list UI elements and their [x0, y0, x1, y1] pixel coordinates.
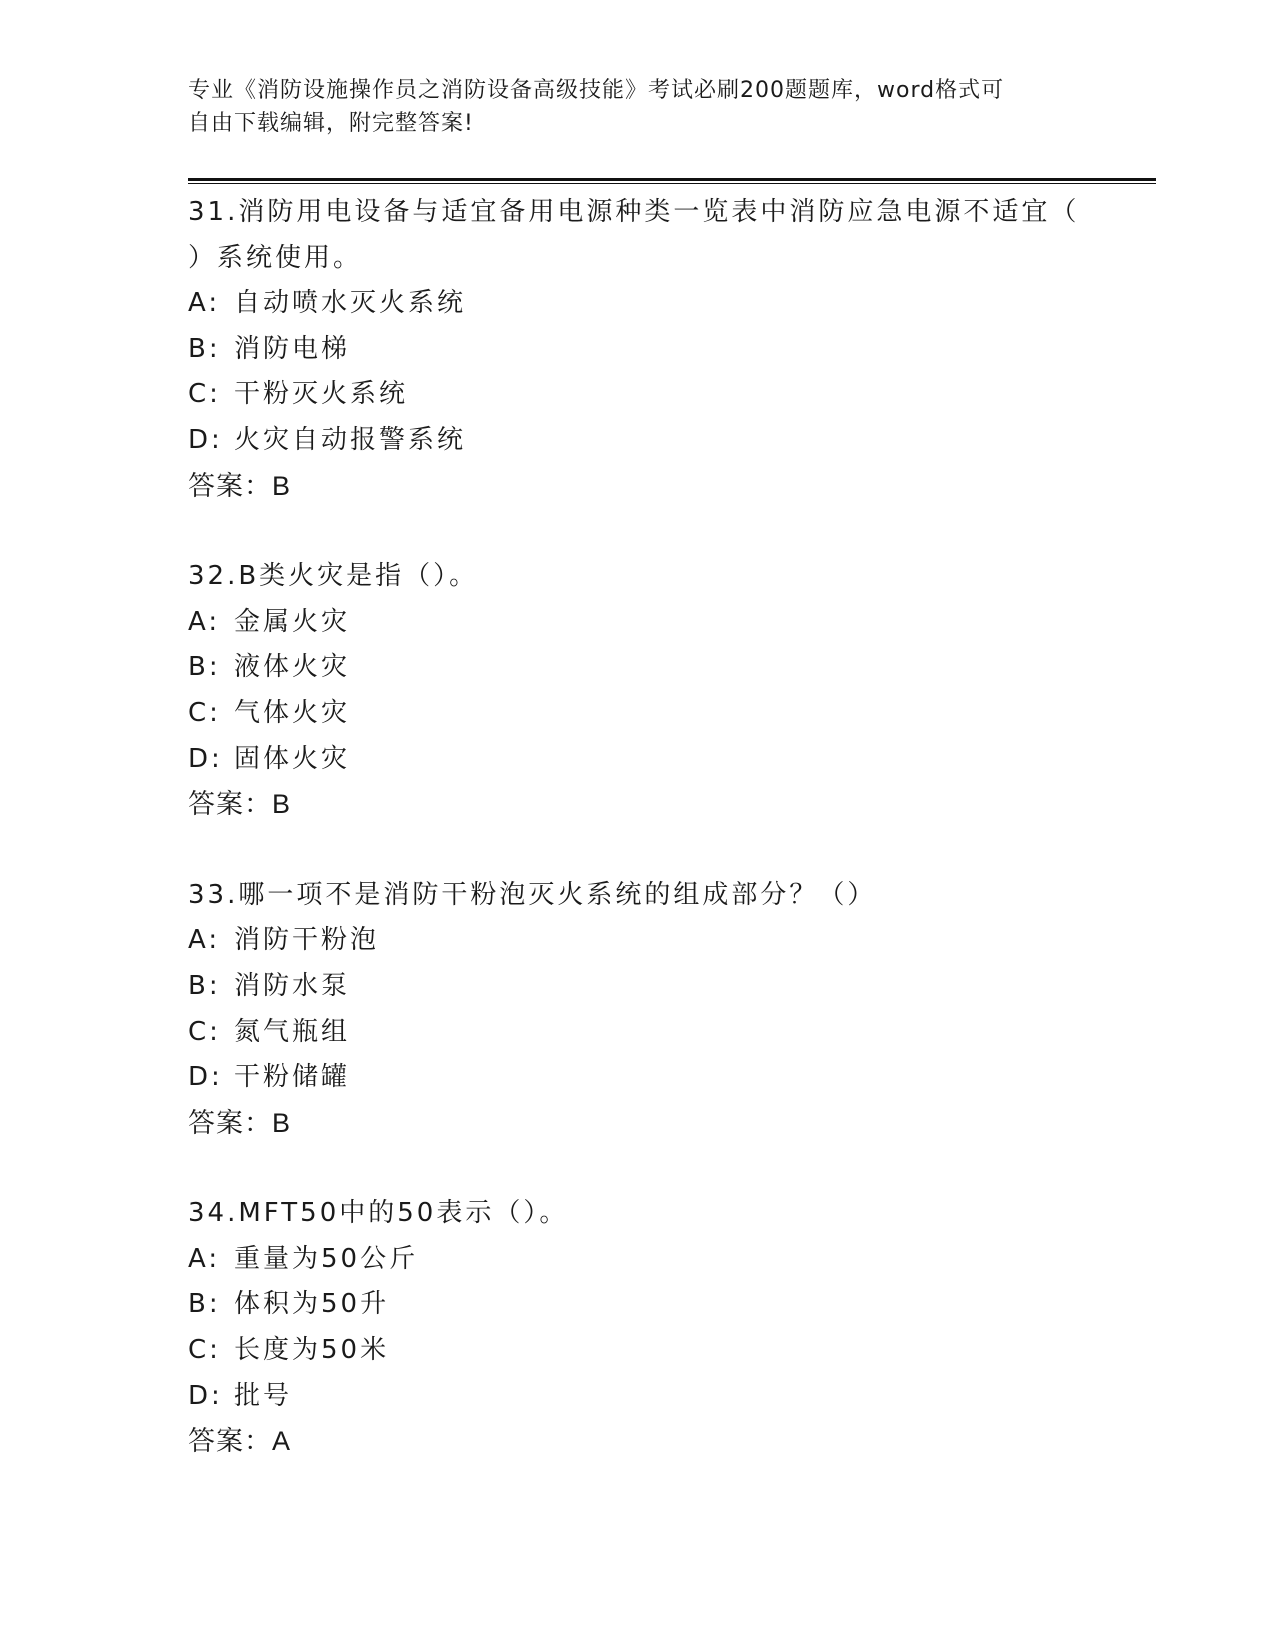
answer-option	[188, 918, 1156, 964]
option-text: 消防干粉泡	[234, 925, 380, 956]
option-key: A:	[188, 606, 221, 637]
option-key: A:	[188, 925, 221, 956]
option-key: C:	[188, 697, 221, 728]
option-text: 金属火灾	[234, 606, 351, 637]
option-key: B:	[188, 970, 221, 1001]
question-stem: 32.B类火灾是指（）。	[188, 561, 479, 592]
question-block	[188, 1191, 1156, 1465]
header-divider-thick	[188, 178, 1156, 181]
answer-option	[188, 691, 1156, 737]
question-stem: 31.消防用电设备与适宜备用电源种类一览表中消防应急电源不适宜（	[188, 197, 1080, 227]
answer-option	[188, 327, 1156, 373]
answer-option	[188, 737, 1156, 783]
option-key: A:	[188, 288, 221, 319]
header-line-1: 专业《消防设施操作员之消防设备高级技能》考试必刷200题题库，word格式可	[188, 78, 1005, 103]
answer-key: 答案：A	[188, 1426, 292, 1457]
answer-option	[188, 1237, 1156, 1283]
option-text: 液体火灾	[234, 652, 351, 683]
option-key: B:	[188, 1289, 221, 1320]
option-key: B:	[188, 652, 221, 683]
answer-option	[188, 418, 1156, 464]
answer-option	[188, 645, 1156, 691]
option-text: 自动喷水灭火系统	[234, 288, 467, 319]
option-text: 固体火灾	[234, 743, 351, 774]
answer-option	[188, 1282, 1156, 1328]
option-text: 消防水泵	[234, 970, 351, 1001]
option-text: 干粉储罐	[234, 1062, 351, 1093]
option-key: B:	[188, 333, 221, 364]
option-key: C:	[188, 1016, 221, 1047]
option-key: C:	[188, 1335, 221, 1366]
option-key: C:	[188, 379, 221, 410]
answer-option	[188, 964, 1156, 1010]
question-stem: 33.哪一项不是消防干粉泡灭火系统的组成部分？（）	[188, 879, 877, 910]
answer-key: 答案：B	[188, 470, 292, 501]
option-key: D:	[188, 1062, 223, 1093]
option-text: 重量为50公斤	[234, 1243, 419, 1274]
option-key: D:	[188, 1380, 223, 1411]
answer-option	[188, 372, 1156, 418]
document-header	[188, 74, 1088, 140]
option-text: 干粉灭火系统	[234, 379, 409, 410]
answer-option	[188, 281, 1156, 327]
answer-option	[188, 1010, 1156, 1056]
answer-option	[188, 1328, 1156, 1374]
option-key: D:	[188, 743, 223, 774]
option-text: 消防电梯	[234, 333, 351, 364]
option-key: A:	[188, 1243, 221, 1274]
option-text: 体积为50升	[234, 1289, 390, 1320]
question-list	[188, 190, 1156, 1510]
question-block	[188, 873, 1156, 1147]
option-key: D:	[188, 424, 223, 455]
option-text: 气体火灾	[234, 697, 351, 728]
question-block	[188, 554, 1156, 828]
header-divider-thin	[188, 183, 1156, 184]
header-line-2: 自由下载编辑，附完整答案!	[188, 111, 474, 136]
option-text: 火灾自动报警系统	[234, 424, 467, 455]
answer-key: 答案：B	[188, 789, 292, 820]
option-text: 批号	[234, 1380, 293, 1411]
question-block	[188, 190, 1156, 509]
option-text: 氮气瓶组	[234, 1016, 351, 1047]
option-text: 长度为50米	[234, 1335, 390, 1366]
answer-key: 答案：B	[188, 1107, 292, 1138]
question-stem: 34.MFT50中的50表示（）。	[188, 1198, 569, 1229]
answer-option	[188, 1055, 1156, 1101]
question-stem: ）系统使用。	[188, 242, 363, 273]
answer-option	[188, 1374, 1156, 1420]
answer-option	[188, 600, 1156, 646]
